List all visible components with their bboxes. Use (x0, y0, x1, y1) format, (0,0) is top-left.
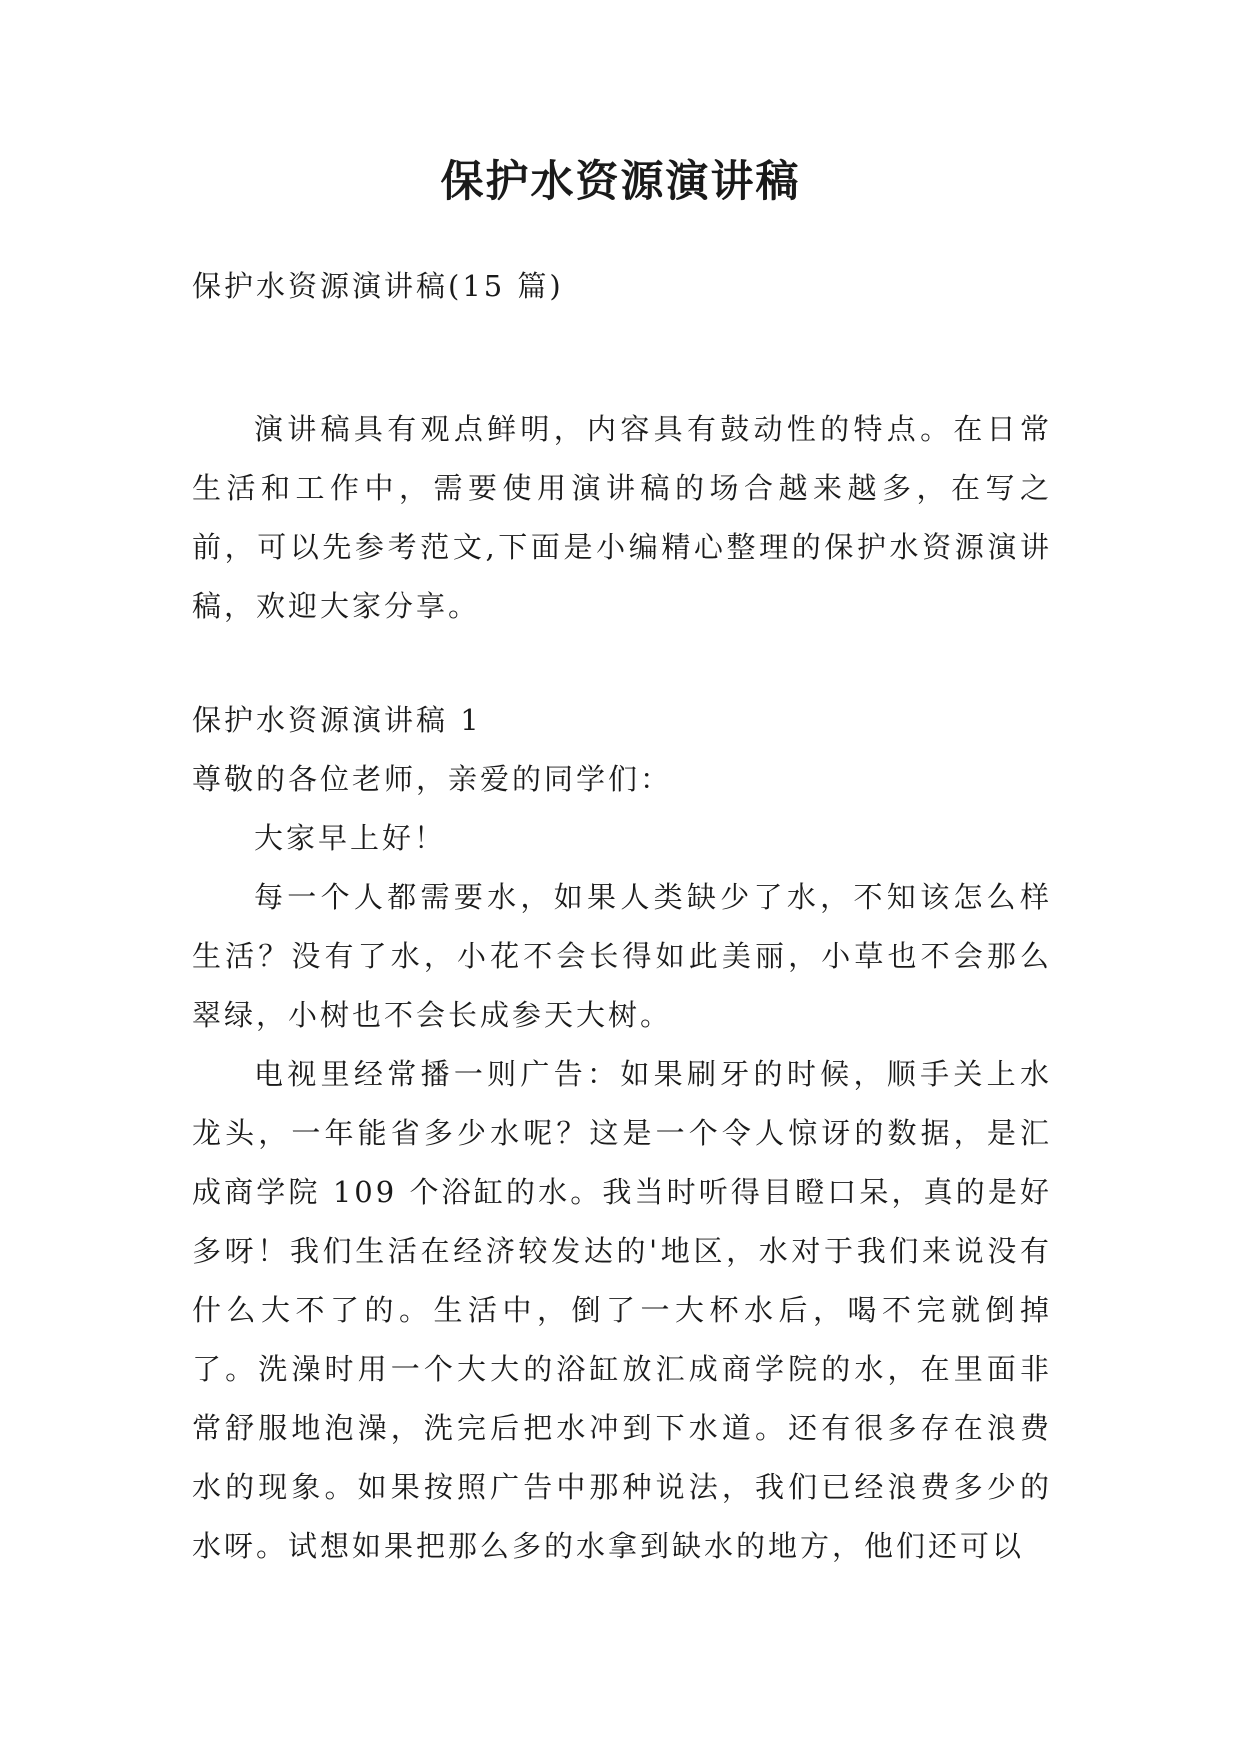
greeting: 大家早上好！ (254, 821, 447, 855)
paragraph-2: 电视里经常播一则广告：如果刷牙的时候，顺手关上水龙头，一年能省多少水呢？这是一个令人惊讶的数据，是汇成商学院 109 个浴缸的水。我当时听得目瞪口呆，真的是好多呀！我们生活在经济较发达的'地区，水对于我们来说没有什么大不了的。生活中，倒了一大杯水后，喝不完就倒掉了。洗澡时用一个大大的浴缸放汇成商学院的水，在里面非常舒服地泡澡，洗完后把水冲到下水道。还有很多存在浪费水的现象。如果按照广告中那种说法，我们已经浪费多少的水呀。试想如果把那么多的水拿到缺水的地方，他们还可以 (192, 1057, 1052, 1563)
paragraph-1: 每一个人都需要水，如果人类缺少了水，不知该怎么样生活？没有了水，小花不会长得如此美丽，小草也不会那么翠绿，小树也不会长成参天大树。 (192, 880, 1052, 1032)
document-title: 保护水资源演讲稿 (440, 157, 801, 207)
speech-section (192, 691, 1052, 1576)
document-subtitle: 保护水资源演讲稿(15 篇) (192, 269, 564, 303)
section-heading: 保护水资源演讲稿 1 (192, 703, 482, 737)
intro-paragraph: 演讲稿具有观点鲜明，内容具有鼓动性的特点。在日常生活和工作中，需要使用演讲稿的场合越来越多，在写之前，可以先参考范文,下面是小编精心整理的保护水资源演讲稿，欢迎大家分享。 (192, 412, 1052, 623)
salutation: 尊敬的各位老师，亲爱的同学们： (192, 762, 673, 796)
